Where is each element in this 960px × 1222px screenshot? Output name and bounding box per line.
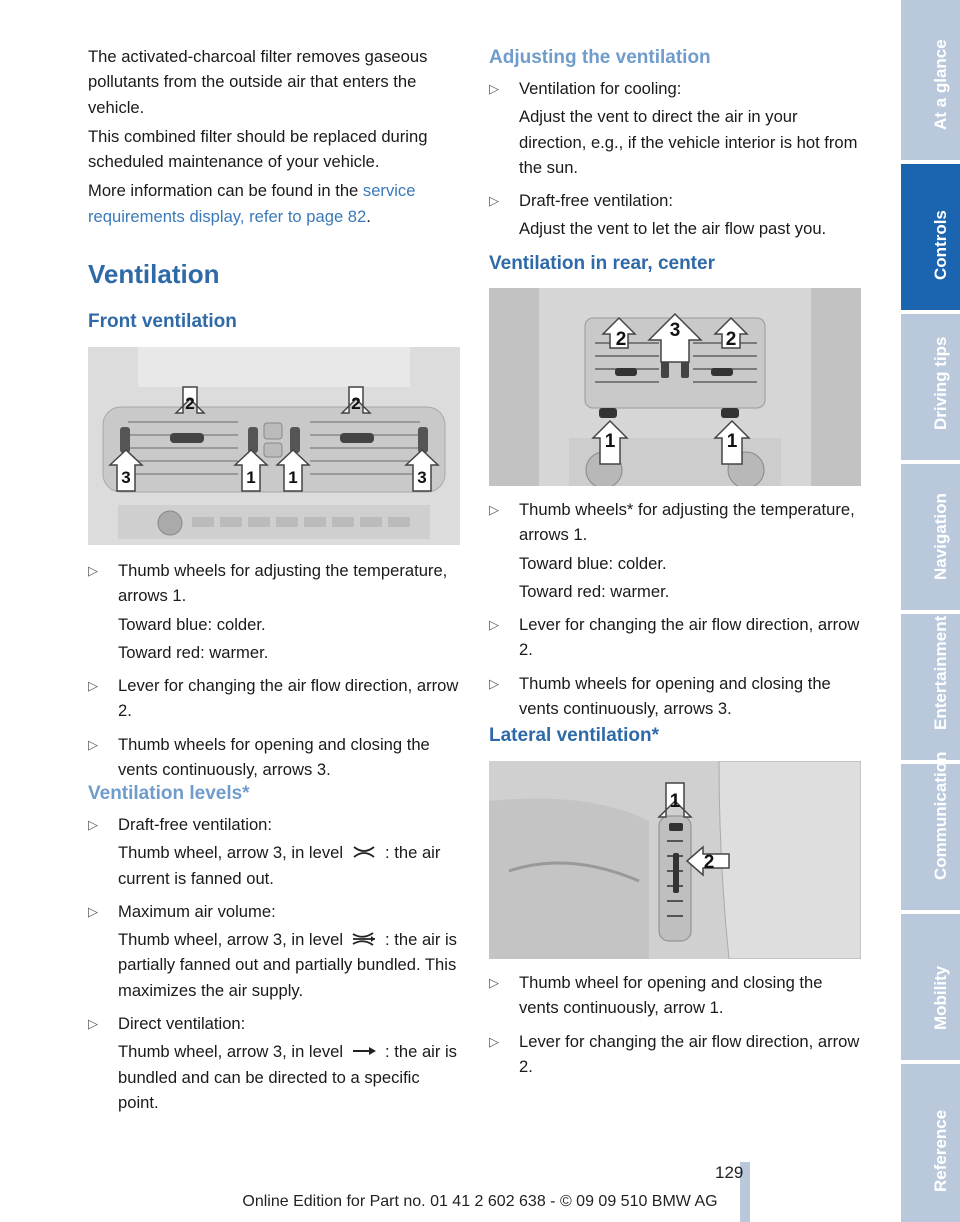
tab-navigation[interactable] — [901, 464, 960, 610]
tab-controls[interactable] — [901, 164, 960, 310]
rear-callout-1-left: 1 — [604, 431, 616, 452]
level-pre-text: Thumb wheel, arrow 3, in level — [118, 1042, 344, 1062]
bullet-text: Draft-free ventilation: — [519, 191, 674, 211]
list-item — [88, 1011, 462, 1115]
bullet-text: Direct ventilation: — [118, 1014, 246, 1034]
front-ventilation-title: Front ventilation — [88, 311, 237, 332]
bullet-marker-icon: ▷ — [489, 502, 499, 517]
bullet-subtext — [118, 840, 462, 891]
lateral-ventilation-figure — [489, 761, 861, 959]
levels-bullet-list — [88, 812, 462, 1123]
front-callout-3-left: 3 — [121, 468, 131, 487]
front-vent-illustration — [88, 347, 460, 545]
rear-bullet-list — [489, 497, 863, 729]
list-item — [489, 612, 863, 663]
rear-callout-1-right: 1 — [726, 431, 738, 452]
bullet-marker-icon: ▷ — [88, 563, 98, 578]
bullet-subtext: Adjust the vent to direct the air in your direction, e.g., if the vehicle interior is hot from the sun. — [519, 107, 858, 177]
bullet-marker-icon: ▷ — [489, 1033, 499, 1049]
bullet-text: Thumb wheels for adjusting the temperature, arrows 1. — [118, 561, 448, 606]
bullet-text: Maximum air volume: — [118, 901, 276, 921]
tab-label: Driving tips — [930, 336, 950, 430]
bullet-marker-icon: ▷ — [489, 81, 499, 96]
more-info-suffix: . — [366, 206, 371, 226]
bullet-marker-icon: ▷ — [489, 975, 499, 990]
bullet-text: Lever for changing the air flow direction, arrow 2. — [118, 676, 459, 721]
list-item — [489, 76, 863, 180]
rear-ventilation-figure — [489, 288, 861, 486]
lateral-callout-2: 2 — [703, 852, 715, 873]
bullet-subtext — [118, 927, 462, 1003]
page-number: 129 — [715, 1163, 744, 1182]
bullet-subtext: Toward blue: colder. — [519, 553, 667, 573]
front-callout-1-left: 1 — [246, 468, 256, 487]
lateral-bullet-list — [489, 970, 863, 1087]
bullet-text: Lever for changing the air flow direction, arrow 2. — [519, 1031, 860, 1076]
list-item — [88, 732, 460, 783]
rear-callout-2-right: 2 — [725, 329, 737, 350]
tab-label: Navigation — [930, 493, 950, 580]
list-item — [489, 970, 863, 1021]
fanned-out-icon — [349, 843, 379, 861]
intro-paragraph-1: The activated-charcoal filter removes gaseous pollutants from the outside air that enters the vehicle. — [88, 47, 428, 117]
list-item — [88, 673, 460, 724]
front-callout-2-right: 2 — [351, 394, 361, 413]
lateral-vent-illustration — [489, 761, 861, 959]
level-post-text: : the air is partially fanned out and partially bundled. This maximizes the air supply. — [118, 930, 457, 1000]
tab-entertainment[interactable] — [901, 614, 960, 760]
front-callout-1-right: 1 — [288, 468, 298, 487]
bullet-text: Ventilation for cooling: — [519, 79, 682, 98]
front-callout-3-right: 3 — [417, 468, 427, 487]
tab-communication[interactable] — [901, 751, 960, 910]
level-pre-text: Thumb wheel, arrow 3, in level — [118, 930, 344, 950]
intro-paragraph-2: This combined filter should be replaced during scheduled maintenance of your vehicle. — [88, 126, 428, 172]
bullet-text: Draft-free ventilation: — [118, 815, 273, 834]
bullet-subtext: Toward red: warmer. — [118, 642, 269, 662]
bullet-subtext: Toward red: warmer. — [519, 581, 670, 601]
service-requirements-link[interactable]: service requirements display, refer to page 82 — [88, 181, 416, 226]
level-post-text: : the air current is fanned out. — [118, 843, 441, 888]
bullet-marker-icon: ▷ — [88, 1016, 98, 1032]
more-info-paragraph — [88, 178, 460, 229]
front-callout-2-left: 2 — [185, 394, 195, 413]
front-bullet-list — [88, 558, 460, 790]
tab-label: Communication — [930, 751, 950, 880]
adjusting-ventilation-title: Adjusting the ventilation — [489, 47, 711, 68]
lateral-callout-1: 1 — [669, 791, 681, 812]
adjust-bullet-list — [489, 76, 863, 250]
list-item — [489, 188, 863, 242]
bullet-subtext: Toward blue: colder. — [118, 614, 266, 634]
list-item — [88, 899, 462, 1003]
level-pre-text: Thumb wheel, arrow 3, in level — [118, 843, 344, 863]
bullet-marker-icon: ▷ — [489, 193, 499, 209]
front-ventilation-figure — [88, 347, 460, 545]
tab-label: Entertainment — [930, 615, 950, 730]
rear-ventilation-title: Ventilation in rear, center — [489, 253, 715, 274]
tab-label: Reference — [930, 1109, 950, 1192]
bullet-text: Thumb wheel for opening and closing the vents continuously, arrow 1. — [519, 973, 823, 1018]
bullet-text: Thumb wheels* for adjusting the temperature, arrows 1. — [519, 500, 855, 545]
tab-at-a-glance[interactable] — [901, 0, 960, 160]
bullet-marker-icon: ▷ — [489, 617, 499, 633]
tab-label: Controls — [930, 210, 950, 280]
bullet-subtext: Adjust the vent to let the air flow past you. — [519, 219, 827, 239]
rear-callout-2-left: 2 — [615, 329, 627, 350]
tab-label: At a glance — [930, 39, 950, 130]
bullet-marker-icon: ▷ — [489, 675, 499, 691]
ventilation-levels-title: Ventilation levels* — [88, 783, 250, 804]
bullet-text: Lever for changing the air flow direction, arrow 2. — [519, 615, 860, 660]
bullet-text: Thumb wheels for opening and closing the vents continuously, arrows 3. — [519, 673, 831, 719]
list-item — [88, 812, 462, 891]
level-post-text: : the air is bundled and can be directed to a specific point. — [118, 1042, 457, 1112]
rear-callout-3: 3 — [669, 320, 681, 341]
tab-label: Mobility — [930, 965, 950, 1030]
lateral-ventilation-title: Lateral ventilation* — [489, 725, 659, 746]
bullet-marker-icon: ▷ — [88, 903, 98, 919]
bullet-marker-icon: ▷ — [88, 736, 98, 752]
bullet-text: Thumb wheels for opening and closing the vents continuously, arrows 3. — [118, 734, 430, 780]
tab-driving-tips[interactable] — [901, 314, 960, 460]
list-item — [489, 497, 863, 604]
intro-block — [88, 44, 460, 229]
bullet-marker-icon: ▷ — [88, 817, 98, 832]
bundled-air-icon — [349, 1042, 379, 1060]
rear-vent-illustration — [489, 288, 861, 486]
bullet-subtext — [118, 1039, 462, 1115]
chapter-tab-sidebar — [901, 0, 960, 1222]
footer-edition-text: Online Edition for Part no. 01 41 2 602 638 - © 09 09 510 BMW AG — [242, 1193, 718, 1210]
tab-mobility[interactable] — [901, 914, 960, 1060]
mixed-air-icon — [349, 930, 379, 948]
list-item — [489, 1029, 863, 1080]
list-item — [489, 671, 863, 722]
list-item — [88, 558, 460, 665]
more-info-prefix: More information can be found in the — [88, 181, 363, 201]
bullet-marker-icon: ▷ — [88, 678, 98, 694]
section-title: Ventilation — [88, 259, 220, 289]
